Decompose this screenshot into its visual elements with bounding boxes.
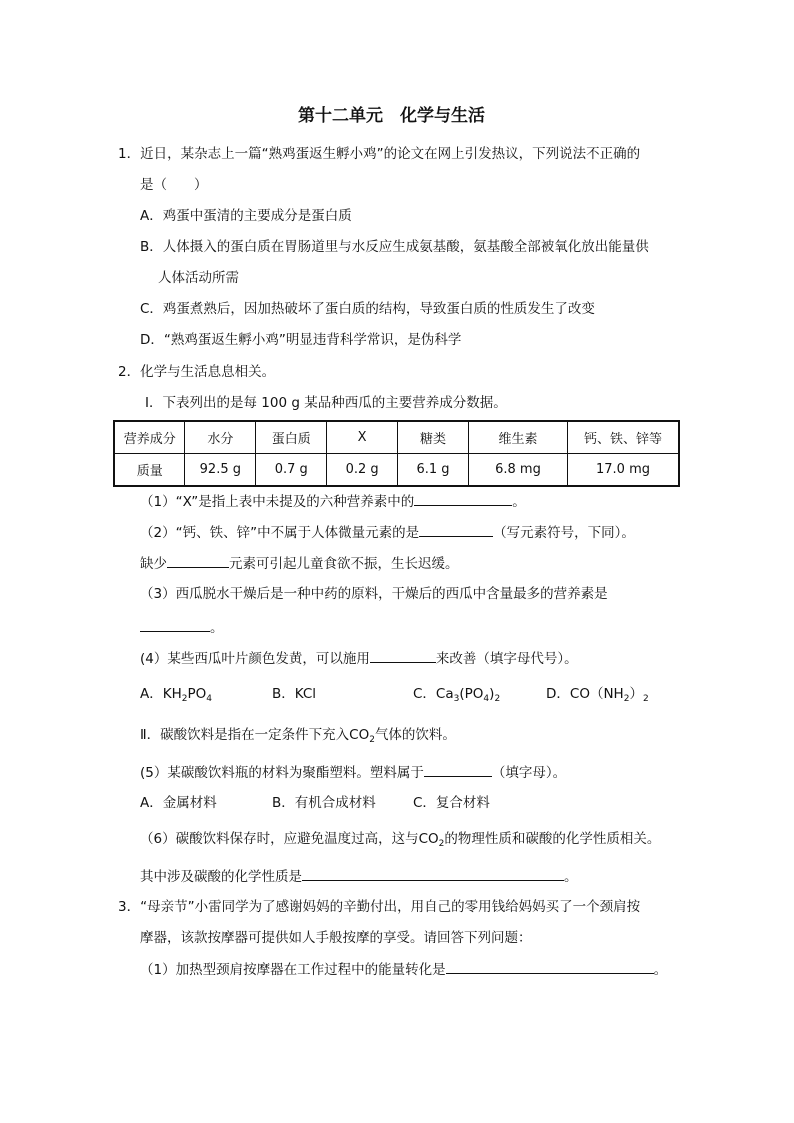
table-header-cell: 水分 (185, 421, 256, 454)
q1-stem-line2: 是（ ） (140, 177, 208, 193)
q2-sub2-line2 (140, 553, 459, 574)
q2-sub5-option-b: B．有机合成材料 (272, 795, 376, 811)
option-text: D．CO（NH (546, 686, 624, 702)
q2-sub3-end: 。 (210, 620, 224, 636)
answer-blank[interactable] (140, 617, 210, 632)
table-cell: 17.0 mg (568, 454, 680, 487)
q2-sub2-text: （2）“钙、铁、锌”中不属于人体微量元素的是 (140, 525, 420, 541)
q2-sub3-line2 (140, 617, 224, 638)
q2-sub6-text: （6）碳酸饮料保存时，应避免温度过高，这与CO (140, 831, 439, 847)
q2-sub5-text: (5）某碳酸饮料瓶的材料为聚酯塑料。塑料属于 (140, 765, 424, 781)
subscript: 2 (642, 694, 649, 704)
subscript: 3 (453, 694, 460, 704)
option-text: (PO (459, 686, 484, 702)
q2-sub2-note: （写元素符号，下同）。 (493, 525, 635, 541)
q2-sub3: （3）西瓜脱水干燥后是一种中药的原料，干燥后的西瓜中含量最多的营养素是 (140, 586, 608, 602)
subscript: 2 (438, 839, 445, 849)
page-title: 第十二单元 化学与生活 (298, 106, 485, 126)
q2-sub4-option-b: B．KCl (272, 686, 317, 702)
table-header-cell: 维生素 (469, 421, 568, 454)
q1-option-b-line1: B．人体摄入的蛋白质在胃肠道里与水反应生成氨基酸，氨基酸全部被氧化放出能量供 (140, 239, 649, 255)
q1-option-b-line2: 人体活动所需 (158, 270, 239, 286)
q2-sub1-end: 。 (512, 494, 526, 510)
q3-sub1 (140, 959, 667, 980)
answer-blank[interactable] (419, 522, 493, 537)
q2-sub6 (140, 829, 660, 849)
q2-sub5-option-c: C．复合材料 (413, 795, 490, 811)
q2-sub5-note: （填字母）。 (491, 765, 567, 781)
table-cell: 质量 (114, 454, 185, 487)
subscript: 2 (369, 735, 375, 745)
q2-sub1-text: （1）“X”是指上表中未提及的六种营养素中的 (140, 494, 415, 510)
q2-sub4-option-d (546, 684, 649, 704)
q2-sub4-note: 来改善（填字母代号）。 (435, 651, 578, 667)
option-text: PO (187, 686, 207, 702)
table-cell: 0.7 g (256, 454, 327, 487)
q2-part2-intro (140, 725, 456, 745)
subscript: 2 (623, 694, 630, 704)
q1-option-a: A．鸡蛋中蛋清的主要成分是蛋白质 (140, 208, 352, 224)
table-cell: 92.5 g (185, 454, 256, 487)
q1-stem-line1: 1．近日，某杂志上一篇“熟鸡蛋返生孵小鸡”的论文在网上引发热议，下列说法不正确的 (118, 146, 641, 162)
answer-blank[interactable] (167, 553, 229, 568)
q2-sub1 (140, 491, 526, 512)
table-header-cell: 糖类 (398, 421, 469, 454)
part2-text: 气体的饮料。 (374, 727, 456, 743)
subscript: 2 (181, 694, 188, 704)
q2-stem: 2．化学与生活息息相关。 (118, 364, 276, 380)
q2-part1-intro: Ⅰ．下表列出的是每 100 g 某品种西瓜的主要营养成分数据。 (145, 395, 507, 411)
answer-blank[interactable] (424, 762, 492, 777)
q2-sub5 (140, 762, 566, 783)
q3-stem-line2: 摩器，该款按摩器可提供如人手般按摩的享受。请回答下列问题： (140, 930, 532, 946)
nutrition-table (113, 420, 680, 487)
q2-sub4 (140, 648, 578, 669)
subscript: 4 (206, 694, 212, 704)
table-cell: 0.2 g (327, 454, 398, 487)
option-text: C．Ca (413, 686, 454, 702)
q2-sub4-option-c (413, 684, 500, 704)
q3-stem-line1: 3．“母亲节”小雷同学为了感谢妈妈的辛勤付出，用自己的零用钱给妈妈买了一个颈肩按 (118, 899, 641, 915)
subscript: 4 (483, 694, 490, 704)
table-row (114, 454, 679, 487)
q1-option-d: D．“熟鸡蛋返生孵小鸡”明显违背科学常识，是伪科学 (140, 332, 462, 348)
table-header-cell: 蛋白质 (256, 421, 327, 454)
q2-sub2-lack: 缺少 (140, 556, 167, 572)
table-header-cell: X (327, 421, 398, 454)
table-header-row (114, 421, 679, 454)
option-text: ） (629, 686, 643, 702)
q2-sub6-line2 (140, 866, 578, 887)
q3-sub1-end: 。 (653, 962, 668, 978)
q2-sub4-text: (4）某些西瓜叶片颜色发黄，可以施用 (140, 651, 370, 667)
q2-sub2-effect: 元素可引起儿童食欲不振，生长迟缓。 (229, 556, 459, 572)
table-header-cell: 营养成分 (114, 421, 185, 454)
subscript: 2 (494, 694, 501, 704)
answer-blank[interactable] (446, 959, 654, 974)
option-text: A．KH (140, 686, 182, 702)
part2-text: Ⅱ．碳酸饮料是指在一定条件下充入CO (140, 727, 370, 743)
answer-blank[interactable] (302, 866, 564, 881)
q2-sub6-end: 。 (564, 869, 578, 885)
answer-blank[interactable] (370, 648, 436, 663)
table-cell: 6.1 g (398, 454, 469, 487)
q2-sub4-option-a (140, 684, 212, 704)
q2-sub6-text: 的物理性质和碳酸的化学性质相关。 (444, 831, 661, 847)
table-header-cell: 钙、铁、锌等 (568, 421, 680, 454)
q2-sub6-question: 其中涉及碳酸的化学性质是 (140, 869, 302, 885)
table-cell: 6.8 mg (469, 454, 568, 487)
q2-sub5-option-a: A．金属材料 (140, 795, 217, 811)
q2-sub2 (140, 522, 635, 543)
q3-sub1-text: （1）加热型颈肩按摩器在工作过程中的能量转化是 (140, 962, 446, 978)
option-text: ) (489, 686, 495, 702)
q1-option-c: C．鸡蛋煮熟后，因加热破坏了蛋白质的结构，导致蛋白质的性质发生了改变 (140, 301, 595, 317)
answer-blank[interactable] (414, 491, 512, 506)
